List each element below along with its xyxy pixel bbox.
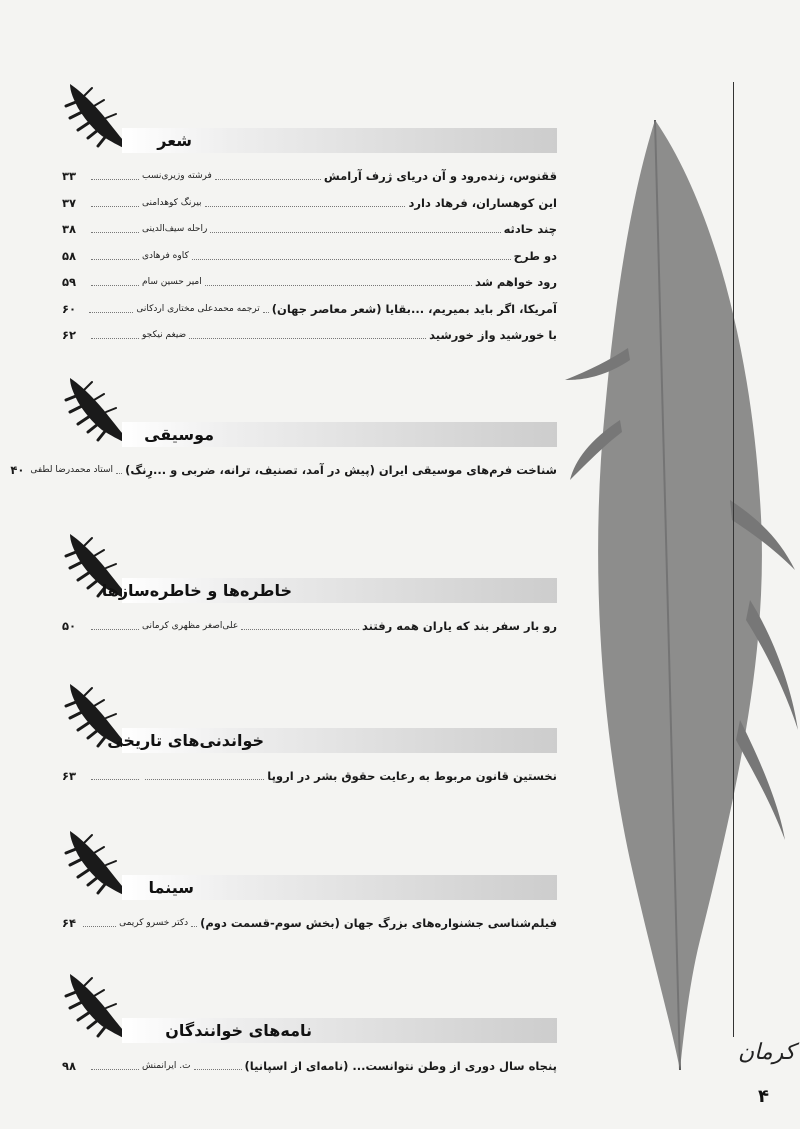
section-title: خواندنی‌های تاریخی bbox=[107, 731, 264, 750]
entry-title: رود خواهم شد bbox=[474, 275, 557, 289]
toc-entry[interactable] bbox=[62, 765, 557, 783]
section-title: خاطره‌ها و خاطره‌سازها bbox=[101, 581, 292, 600]
entry-page-number: ۳۷ bbox=[62, 195, 77, 210]
toc-section bbox=[62, 78, 557, 359]
toc-entry[interactable] bbox=[62, 298, 557, 316]
entry-page-number: ۴۰ bbox=[10, 463, 25, 477]
entry-author: امیر حسین سام bbox=[142, 277, 202, 287]
entry-title: این کوهساران، فرهاد دارد bbox=[408, 195, 557, 210]
toc-section bbox=[62, 528, 557, 650]
entry-title: چند حادثه bbox=[503, 222, 557, 236]
entry-author: ترجمه محمدعلی مختاری اردکانی bbox=[136, 303, 260, 314]
entry-page-number: ۶۳ bbox=[62, 769, 77, 783]
right-margin-rule bbox=[733, 82, 734, 1037]
entry-author: علی‌اصغر مظهری کرمانی bbox=[142, 621, 239, 631]
dot-leader bbox=[191, 926, 197, 927]
entry-page-number: ۳۸ bbox=[62, 222, 77, 236]
section-title: نامه‌های خوانندگان bbox=[165, 1021, 312, 1040]
entry-page-number: ۹۸ bbox=[62, 1059, 77, 1073]
dot-leader bbox=[241, 629, 359, 630]
entry-title: آمریکا، اگر باید بمیریم، ...بقایا (شعر معاصر جهان) bbox=[271, 301, 557, 316]
entry-author: ت. ایرانمنش bbox=[142, 1061, 191, 1071]
entry-title: دو طرح bbox=[513, 248, 557, 263]
dot-leader bbox=[215, 179, 321, 180]
entry-author: بیرنگ کوهدامنی bbox=[142, 197, 202, 208]
toc-entry[interactable] bbox=[10, 459, 557, 477]
toc-entry[interactable] bbox=[62, 615, 557, 633]
toc-entry[interactable] bbox=[62, 165, 557, 183]
toc-entry[interactable] bbox=[62, 271, 557, 289]
entry-page-number: ۶۲ bbox=[62, 328, 77, 342]
entry-author: استاد محمدرضا لطفی bbox=[30, 465, 114, 475]
dot-leader bbox=[91, 179, 139, 180]
entry-author: فرشته وزیری‌نسب bbox=[142, 171, 212, 181]
dot-leader bbox=[91, 779, 139, 780]
entry-page-number: ۳۳ bbox=[62, 169, 77, 183]
toc-entry[interactable] bbox=[62, 1055, 557, 1073]
section-title: شعر bbox=[157, 131, 192, 150]
dot-leader bbox=[263, 312, 269, 313]
dot-leader bbox=[145, 779, 264, 780]
toc-section bbox=[10, 372, 557, 494]
section-title: سینما bbox=[148, 878, 194, 897]
section-title: موسیقی bbox=[144, 425, 214, 444]
dot-leader bbox=[205, 285, 472, 286]
dot-leader bbox=[116, 473, 122, 474]
toc-entry[interactable] bbox=[62, 324, 557, 342]
toc-section bbox=[62, 678, 557, 800]
entry-page-number: ۵۰ bbox=[62, 619, 77, 633]
entry-author: دکتر خسرو کریمی bbox=[119, 918, 189, 928]
dot-leader bbox=[91, 629, 139, 630]
dot-leader bbox=[210, 232, 500, 233]
toc-section bbox=[62, 968, 557, 1090]
entry-page-number: ۵۸ bbox=[62, 248, 77, 263]
entry-title: با خورشید واز خورشید bbox=[429, 328, 557, 342]
dot-leader bbox=[91, 259, 139, 260]
dot-leader bbox=[205, 206, 406, 207]
entry-title: پنجاه سال دوری از وطن نتوانست... (نامه‌ای از اسپانیا) bbox=[244, 1059, 557, 1073]
toc-section bbox=[62, 825, 557, 947]
kerman-logo: کرمان bbox=[738, 1040, 796, 1065]
entry-title: رو بار سفر بند که یاران همه رفتند bbox=[362, 619, 557, 633]
dot-leader bbox=[83, 926, 116, 927]
entry-author: کاوه فرهادی bbox=[142, 250, 189, 261]
toc-entry[interactable] bbox=[62, 218, 557, 236]
toc-entry[interactable] bbox=[62, 912, 557, 930]
dot-leader bbox=[91, 1069, 139, 1070]
dot-leader bbox=[91, 232, 139, 233]
entry-title: ققنوس، زنده‌رود و آن دریای ژرف آرامش bbox=[323, 169, 557, 183]
entry-page-number: ۶۴ bbox=[62, 916, 77, 930]
dot-leader bbox=[192, 259, 511, 260]
toc-entry[interactable] bbox=[62, 245, 557, 263]
dot-leader bbox=[91, 206, 139, 207]
entry-title: فیلم‌شناسی جشنواره‌های بزرگ جهان (بخش سوم-قسمت دوم) bbox=[200, 916, 557, 930]
entry-title: نخستین قانون مربوط به رعایت حقوق بشر در اروپا bbox=[267, 769, 557, 783]
entry-title: شناخت فرم‌های موسیقی ایران (پیش در آمد، تصنیف، ترانه، ضربی و ...رِنگ) bbox=[125, 463, 557, 477]
entry-author: راحله سیف‌الدینی bbox=[142, 224, 208, 234]
dot-leader bbox=[89, 312, 133, 313]
toc-entry[interactable] bbox=[62, 192, 557, 210]
page-number: ۴ bbox=[758, 1086, 769, 1107]
dot-leader bbox=[91, 285, 139, 286]
dot-leader bbox=[91, 338, 139, 339]
entry-page-number: ۶۰ bbox=[62, 301, 77, 316]
dot-leader bbox=[189, 338, 426, 339]
entry-author: ضیغم نیکجو bbox=[142, 330, 187, 340]
dot-leader bbox=[194, 1069, 242, 1070]
feather-illustration bbox=[560, 80, 800, 1080]
entry-page-number: ۵۹ bbox=[62, 275, 77, 289]
